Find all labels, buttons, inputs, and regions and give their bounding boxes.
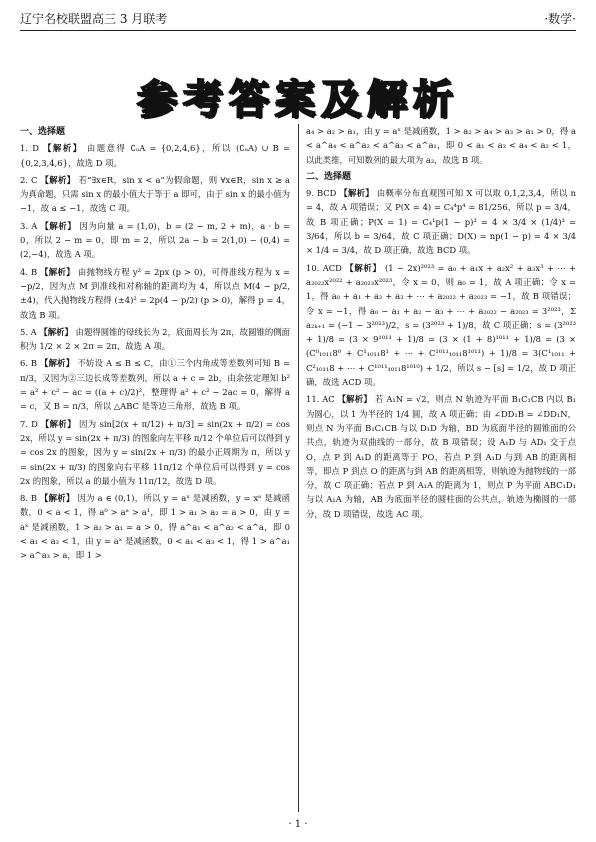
answer-item	[306, 261, 576, 390]
right-column	[306, 124, 576, 812]
right-continuation	[306, 124, 576, 167]
answer-item	[20, 219, 290, 262]
answer-item	[306, 124, 576, 167]
answer-key: B	[30, 493, 38, 504]
analysis-text: 由题得圆锥的母线长为 2，底面周长为 2π，故圆锥的侧面积为 1/2 × 2 × 2π = 2π，故选 A 项。	[20, 326, 290, 352]
answer-key: C	[31, 174, 38, 185]
answer-item	[20, 325, 290, 354]
question-number: 10.	[306, 262, 320, 273]
analysis-tag: 【解析】	[39, 326, 73, 337]
answer-key: D	[31, 418, 38, 429]
title-area	[0, 66, 596, 126]
analysis-tag: 【解析】	[40, 266, 75, 277]
question-number: 6.	[20, 358, 28, 369]
answer-key: ACD	[322, 262, 342, 273]
answer-item	[20, 491, 290, 562]
analysis-text: 由概率分布直观图可知 X 可以取 0,1,2,3,4，所以 n = 4，故 A 项错误；又 P(X = 4) = C₄⁴p⁴ = 81/256，所以 p = 3/4，故 B 项正确；P(X = 1) = C₄¹p(1 − p)³ = 4 × 3/4 × (1/4)³ = 3/64，所以 b = 3/64，故 C 项正确；D(X) = np(1 − p) = 4 × 3/4 × 1/4 = 3/4，故 D 项正确，故选 BCD 项。	[306, 188, 576, 256]
section-heading-multi: 二、选择题	[306, 171, 352, 182]
analysis-text: 若 A₁N = √2，则点 N 轨迹为平面 B₁C₁CB 内以 B₁ 为圆心，以 1 为半径的 1/4 圆，故 A 项正确；由 ∠DD₁B = ∠DD₁N，则点 N 为平面 B₁C₁CB 与以 D₁D 为轴，BD 为底面半径的圆锥面的公共点，轨迹为双曲线的一部分，故 B 项错误；设 A₁D 与 AD₁ 交于点 O，点 P 到 A₁D 的距离等于 PO，若点 P 到 A₁D 与到 AB 的距离相等，即点 P 到点 O 的距离与到 AB 的距离相等，则轨迹为抛物线的一部分，故 C 项正确；若点 P 到 A₁A 的距离为 1，则点 P 为平面 ABC₁D₁ 与以 A₁A 为轴，AB 为底面半径的圆柱面的公共点，轨迹为椭圆的一部分，故 D 项错误，故选 AC 项。	[306, 394, 576, 519]
analysis-text: 若“∃x∈R，sin x < a”为假命题，则 ∀x∈R，sin x ≥ a 为真命题，只需 sin x 的最小值大于等于 a 即可，由于 sin x 的最小值为 −1，故 a ≤ −1，故选 C 项。	[20, 174, 290, 214]
analysis-tag: 【解析】	[345, 262, 382, 273]
analysis-tag: 【解析】	[40, 493, 75, 504]
answer-key: A	[30, 326, 37, 337]
analysis-text: 由抛物线方程 y² = 2px (p > 0)，可得准线方程为 x = −p/2，因为点 M 到准线和对称轴的距离均为 4，所以点 M(4 − p/2, ±4)，代入抛物线方程得 (±4)² = 2p(4 − p/2) (p > 0)，解得 p = 4，故选 B 项。	[20, 266, 290, 320]
analysis-tag: 【解析】	[40, 418, 76, 429]
page-number: · 1 ·	[288, 819, 308, 830]
analysis-text: a₄ > a₂ > a₁，由 y = aˣ 是减函数，1 > a₂ > a₄ > a₃ > a₁ > 0，得 a < a^a₄ < a^a₂ < a^a₃ < a^a₁，即 0 < a₁ < a₃ < a₄ < a₂ < 1，以此类推，可知数列的最大项为 a₂，故选 B 项。	[306, 126, 576, 165]
answer-item	[306, 186, 576, 257]
question-number: 2.	[20, 174, 28, 185]
analysis-text: 因为 sin[2(x + π/12) + π/3] = sin(2x + π/2) = cos 2x，所以 y = sin(2x + π/3) 的图象向左平移 π/12 个单位后可以得到 y = cos 2x 的图象，因为 y = sin(2x + π/3) 的最小正周期为 π，所以 y = sin(2x + π/3) 的图象向右平移 11π/12 个单位后可以得到 y = cos 2x 的图象，所以 a 的最小值为 11π/12，故选 D 项。	[20, 418, 290, 486]
analysis-tag: 【解析】	[39, 358, 75, 369]
answer-item	[306, 392, 576, 521]
question-number: 3.	[20, 220, 28, 231]
analysis-text: 因为向量 a = (1,0)，b = (2 − m, 2 + m)，a · b = 0，所以 2 − m = 0，即 m = 2，所以 2a − b = 2(1,0) − (0,4) = (2,−4)，故选 A 项。	[20, 220, 290, 260]
answer-key: AC	[322, 394, 335, 405]
left-column	[20, 124, 290, 812]
question-number: 4.	[20, 266, 28, 277]
analysis-tag: 【解析】	[337, 394, 372, 405]
analysis-tag: 【解析】	[40, 220, 77, 231]
question-number: 7.	[20, 418, 28, 429]
question-number: 1.	[20, 143, 28, 154]
answer-item	[20, 356, 290, 413]
analysis-text: 由题意得 ∁ᵤA = {0,2,4,6}，所以 (∁ᵤA) ∪ B = {0,2,3,4,6}，故选 D 项。	[20, 143, 290, 168]
header-subject: ·数学·	[544, 12, 576, 26]
header-exam-name: 辽宁名校联盟高三 3 月联考	[20, 12, 168, 26]
content-columns	[20, 124, 576, 812]
analysis-tag: 【解析】	[40, 174, 76, 185]
analysis-tag: 【解析】	[339, 188, 374, 199]
page-header	[20, 8, 576, 31]
analysis-text: 不妨设 A ≤ B ≤ C，由①三个内角成等差数列可知 B = π/3，又因为②三边长成等差数列，所以 a + c = 2b，由余弦定理知 b² = a² + c² − ac = ((a + c)/2)²，整理得 a² + c² − 2ac = 0，解得 a = c，又 B = π/3，所以 △ABC 是等边三角形，故选 B 项。	[20, 358, 290, 412]
analysis-text: (1 − 2x)²⁰²³ = a₀ + a₁x + a₂x² + a₃x³ + ⋯ + a₂₀₂₂x²⁰²² + a₂₀₂₃x²⁰²³，令 x = 0，则 a₀ = 1，故 A 项正确；令 x = 1，得 a₀ + a₁ + a₂ + a₃ + ⋯ + a₂₀₂₂ + a₂₀₂₃ = −1，故 B 项错误；令 x = −1，得 a₀ − a₁ + a₂ − a₃ + ⋯ + a₂₀₂₂ − a₂₀₂₃ = 3²⁰²³，Σ a₂ₖ₊₁ = (−1 − 3²⁰²³)/2，s = (3²⁰²³ + 1)/8，故 C 项正确；s = (3²⁰²³ + 1)/8 = (3 × 9¹⁰¹¹ + 1)/8 = (3 × (1 + 8)¹⁰¹¹ + 1)/8 = (3 × (C⁰₁₀₁₁8⁰ + C¹₁₀₁₁8¹ + ⋯ + C¹⁰¹¹₁₀₁₁8¹⁰¹¹) + 1)/8 = 3(C¹₁₀₁₁ + C²₁₀₁₁8 + ⋯ + C¹⁰¹¹₁₀₁₁8¹⁰¹⁰) + 1/2，所以 s − [s] = 1/2，故 D 项正确，故选 ACD 项。	[306, 262, 576, 388]
question-number: 8.	[20, 493, 28, 504]
answer-item	[20, 141, 290, 170]
answer-item	[20, 265, 290, 322]
analysis-tag: 【解析】	[43, 143, 83, 154]
answer-item	[20, 173, 290, 216]
column-divider	[298, 124, 299, 812]
question-number: 5.	[20, 326, 28, 337]
question-number: 9.	[306, 188, 314, 199]
answer-key: BCD	[316, 188, 337, 199]
question-number: 11.	[306, 394, 320, 405]
left-answer-list	[20, 141, 290, 562]
answer-key: B	[30, 358, 38, 369]
section-heading-choice: 一、选择题	[20, 127, 66, 137]
answer-key: D	[32, 143, 39, 154]
answer-key: A	[31, 220, 38, 231]
answer-key: B	[30, 266, 38, 277]
analysis-text: 因为 a ∈ (0,1)，所以 y = aˣ 是减函数，y = xᵃ 是减函数，0 < a < 1，得 a⁰ > aᵃ > a¹，即 1 > a₁ > a₂ = a > 0，由 y = aˣ 是减函数，1 > a₂ > a₁ = a > 0，得 a^a₁ < a^a₂ < a^a，即 0 < a₁ < a₃ < 1，由 y = aˣ 是减函数，0 < a₁ < a₃ < 1，得 1 > a^a₁ > a^a₃ > a，即 1 >	[20, 493, 290, 561]
answer-item	[20, 417, 290, 488]
right-answer-list	[306, 186, 576, 521]
page-title: 参考答案及解析	[137, 76, 459, 123]
